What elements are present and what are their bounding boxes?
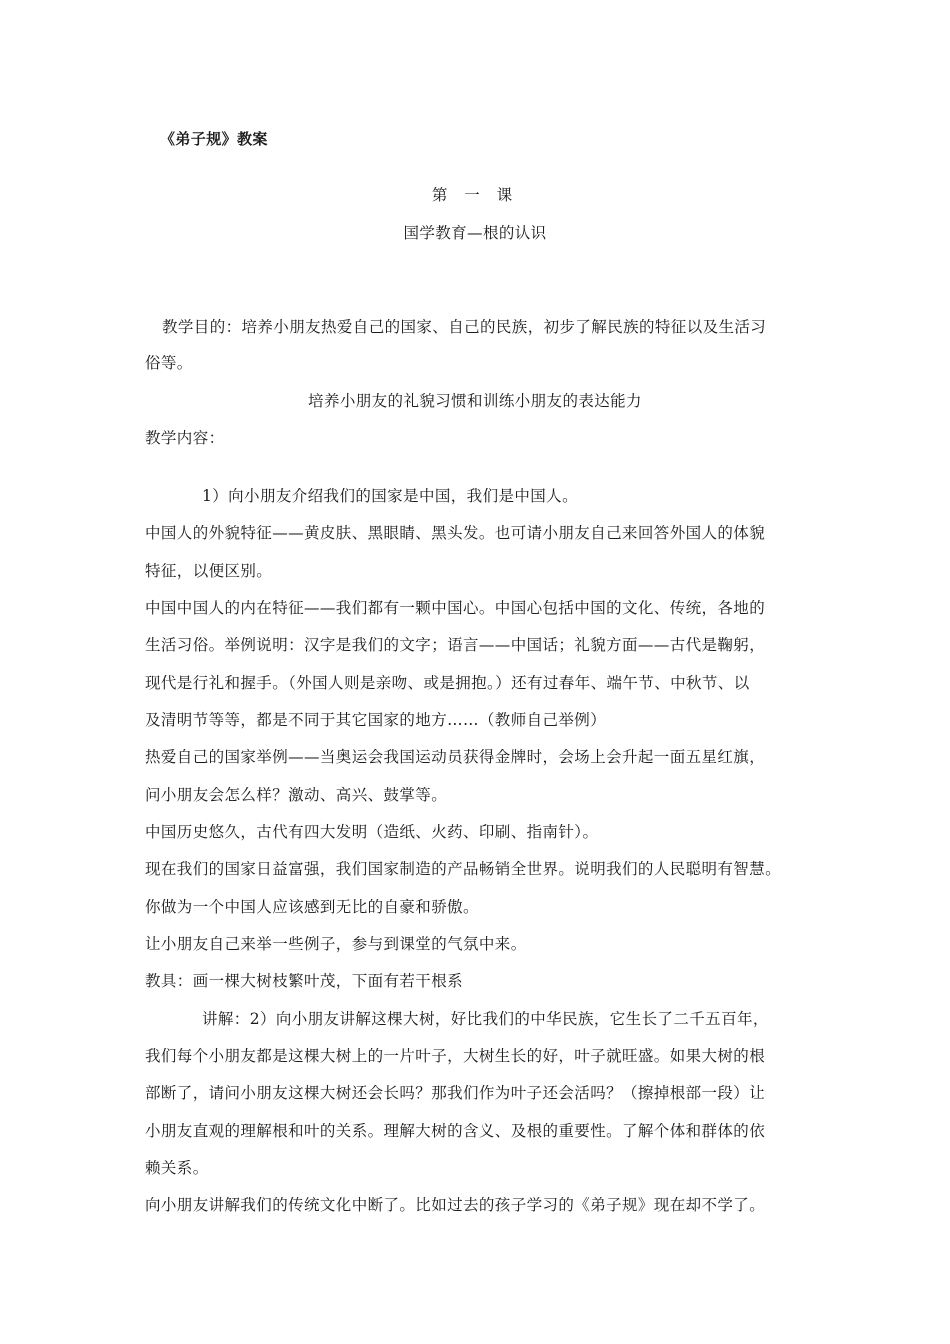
paragraph-line: 你做为一个中国人应该感到无比的自豪和骄傲。 <box>145 898 479 916</box>
paragraph-line: 1）向小朋友介绍我们的国家是中国，我们是中国人。 <box>202 487 578 505</box>
paragraph-line: 问小朋友会怎么样？激动、高兴、鼓掌等。 <box>145 786 448 804</box>
content-heading: 教学内容： <box>145 429 225 447</box>
objective-line: 培养小朋友的礼貌习惯和训练小朋友的表达能力 <box>308 392 642 410</box>
objective-line: 教学目的：培养小朋友热爱自己的国家、自己的民族，初步了解民族的特征以及生活习 <box>162 318 767 336</box>
document-title: 《弟子规》教案 <box>160 130 268 148</box>
paragraph-line: 赖关系。 <box>145 1159 209 1177</box>
paragraph-line: 现代是行礼和握手。（外国人则是亲吻、或是拥抱。）还有过春年、端午节、中秋节、以 <box>145 674 750 692</box>
paragraph-line: 中国人的外貌特征——黄皮肤、黑眼睛、黑头发。也可请小朋友自己来回答外国人的体貌 <box>145 524 766 542</box>
paragraph-line: 我们每个小朋友都是这棵大树上的一片叶子，大树生长的好，叶子就旺盛。如果大树的根 <box>145 1047 766 1065</box>
paragraph-line: 生活习俗。举例说明：汉字是我们的文字；语言——中国话；礼貌方面——古代是鞠躬， <box>145 636 766 654</box>
paragraph-line: 特征，以便区别。 <box>145 562 273 580</box>
paragraph-line: 小朋友直观的理解根和叶的关系。理解大树的含义、及根的重要性。了解个体和群体的依 <box>145 1122 766 1140</box>
paragraph-line: 中国历史悠久，古代有四大发明（造纸、火药、印刷、指南针）。 <box>145 823 599 841</box>
lesson-title: 国学教育—根的认识 <box>403 224 547 242</box>
objective-line: 俗等。 <box>145 354 193 372</box>
paragraph-line: 热爱自己的国家举例——当奥运会我国运动员获得金牌时，会场上会升起一面五星红旗， <box>145 748 766 766</box>
paragraph-line: 现在我们的国家日益富强，我们国家制造的产品畅销全世界。说明我们的人民聪明有智慧。 <box>145 860 782 878</box>
paragraph-line: 讲解：2）向小朋友讲解这棵大树，好比我们的中华民族，它生长了二千五百年， <box>202 1010 769 1028</box>
paragraph-line: 及清明节等等，都是不同于其它国家的地方……（教师自己举例） <box>145 711 607 729</box>
paragraph-line: 部断了，请问小朋友这棵大树还会长吗？那我们作为叶子还会活吗？（擦掉根部一段）让 <box>145 1084 766 1102</box>
lesson-number: 第 一 课 <box>431 186 519 204</box>
paragraph-line: 向小朋友讲解我们的传统文化中断了。比如过去的孩子学习的《弟子规》现在却不学了。 <box>145 1196 766 1214</box>
paragraph-line: 让小朋友自己来举一些例子，参与到课堂的气氛中来。 <box>145 935 527 953</box>
paragraph-line: 中国中国人的内在特征——我们都有一颗中国心。中国心包括中国的文化、传统，各地的 <box>145 599 766 617</box>
paragraph-line: 教具：画一棵大树枝繁叶茂，下面有若干根系 <box>145 972 464 990</box>
